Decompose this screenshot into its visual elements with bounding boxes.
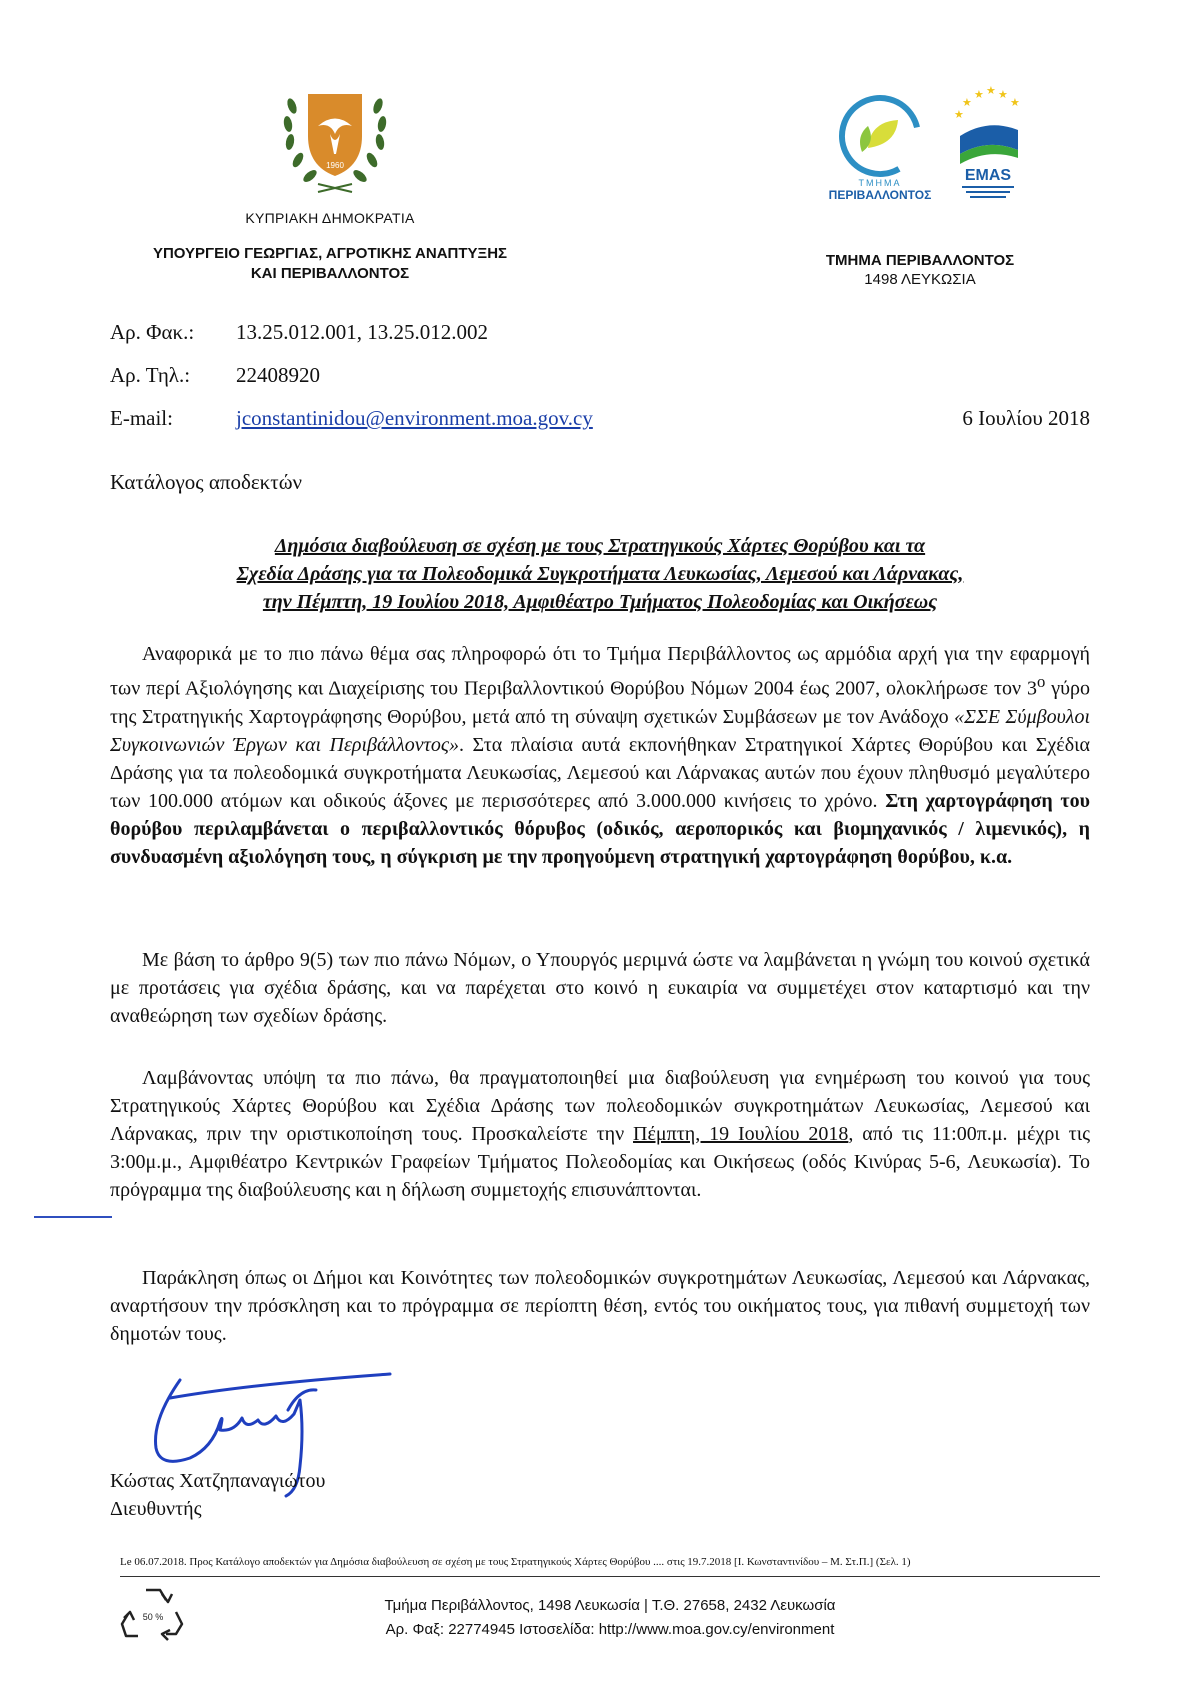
- emas-logo: [948, 84, 1028, 208]
- subject-line-1: Δημόσια διαβούλευση σε σχέση με τους Στρατηγικούς Χάρτες Θορύβου και τα: [274, 535, 926, 557]
- department-city: 1498 ΛΕΥΚΩΣΙΑ: [864, 271, 976, 288]
- svg-text:★: ★: [974, 89, 984, 101]
- footer-address-line: Τμήμα Περιβάλλοντος, 1498 Λευκωσία | Τ.Θ. 27658, 2432 Λευκωσία: [384, 1597, 836, 1614]
- coat-of-arms-emblem: [270, 76, 400, 196]
- subject-line-3: την Πέμπτη, 19 Ιουλίου 2018, Αμφιθέατρο Τμήματος Πολεοδομίας και Οικήσεως: [262, 591, 938, 613]
- contractor-name: «ΣΣΕ Σύμβουλοι Συγκοινωνιών Έργων και Περιβάλλοντος»: [110, 705, 1090, 756]
- phone-value: 22408920: [236, 363, 320, 387]
- footer-contact: [330, 1594, 890, 1642]
- coat-year-text: 1960: [326, 161, 344, 170]
- file-number-label: Αρ. Φακ.:: [110, 320, 195, 344]
- recycle-icon: [118, 1580, 188, 1650]
- signer-title: Διευθυντής: [110, 1498, 202, 1520]
- phone-row: [110, 363, 320, 388]
- letter-date: 6 Ιουλίου 2018: [962, 406, 1090, 430]
- env-logo-big-text: ΠΕΡΙΒΑΛΛΟΝΤΟΣ: [828, 188, 932, 202]
- paragraph-1: [110, 640, 1090, 871]
- svg-text:★: ★: [998, 89, 1008, 101]
- ministry-line-1: ΥΠΟΥΡΓΕΙΟ ΓΕΩΡΓΙΑΣ, ΑΓΡΟΤΙΚΗΣ ΑΝΑΠΤΥΞΗΣ: [152, 245, 508, 262]
- file-number-value: 13.25.012.001, 13.25.012.002: [236, 320, 488, 344]
- recipients-line: Κατάλογος αποδεκτών: [110, 470, 303, 494]
- email-row: [110, 406, 593, 431]
- file-number-row: [110, 320, 488, 345]
- header-right-block: [760, 252, 1080, 288]
- footer-fax-web-line: Αρ. Φαξ: 22774945 Ιστοσελίδα: http://www.moa.gov.cy/environment: [385, 1621, 835, 1638]
- emas-label-text: EMAS: [964, 167, 1012, 184]
- country-name: ΚΥΠΡΙΑΚΗ ΔΗΜΟΚΡΑΤΙΑ: [245, 210, 415, 226]
- environment-department-logo: [820, 86, 940, 206]
- ministry-line-2: ΚΑΙ ΠΕΡΙΒΑΛΛΟΝΤΟΣ: [250, 265, 410, 282]
- svg-text:★: ★: [954, 109, 964, 121]
- footer-divider: [120, 1576, 1100, 1577]
- env-logo-small-text: ΤΜΗΜΑ: [858, 178, 902, 188]
- paragraph-1-text-b: γύρο της Στρατηγικής Χαρτογράφησης Θορύβου, μετά από τη σύναψη σχετικών Συμβάσεων με τον Ανάδοχο: [110, 677, 1090, 728]
- signer-block: [110, 1467, 325, 1523]
- margin-pen-mark: [34, 1216, 112, 1218]
- svg-text:★: ★: [1010, 97, 1020, 109]
- ministry-name: [110, 244, 550, 284]
- paragraph-3-text-b: , από τις 11:00π.μ. μέχρι τις 3:00μ.μ., Αμφιθέατρο Κεντρικών Γραφείων Τμήματος Πολεοδομίας και Οικήσεως (οδός Κινύρας 5-6, Λευκωσία). Το πρόγραμμα της διαβούλευσης και η δήλωση συμμετοχής επισυνάπτονται.: [110, 1123, 1091, 1201]
- paragraph-3-text-a: Λαμβάνοντας υπόψη τα πιο πάνω, θα πραγματοποιηθεί μια διαβούλευση για ενημέρωση του κοινού για τους Στρατηγικούς Χάρτες Θορύβου και Σχέδια Δράσης των πολεοδομικών συγκροτημάτων Λευκωσίας, Λεμεσού και Λάρνακας, πριν την οριστικοποίηση τους. Προσκαλείστε την: [110, 1067, 1090, 1145]
- svg-text:★: ★: [962, 97, 972, 109]
- subject-heading: [130, 532, 1070, 616]
- ordinal-superscript: ο: [1037, 672, 1046, 691]
- footer-reference-note: Le 06.07.2018. Προς Κατάλογο αποδεκτών για Δημόσια διαβούλευση σε σχέση με τους Στρατηγικούς Χάρτες Θορύβου .... στις 19.7.2018 [Ι. Κωνσταντινίδου – Μ. Στ.Π.] (Σελ. 1): [120, 1556, 911, 1568]
- email-label: E-mail:: [110, 406, 173, 430]
- paragraph-1-text-a: Αναφορικά με το πιο πάνω θέμα σας πληροφορώ ότι το Τμήμα Περιβάλλοντος ως αρμόδια αρχή για την εφαρμογή των περί Αξιολόγησης και Διαχείρισης του Περιβαλλοντικού Θορύβου Νόμων 2004 έως 2007, ολοκλήρωσε τον 3: [110, 643, 1090, 700]
- header-left-block: [110, 210, 550, 284]
- phone-label: Αρ. Τηλ.:: [110, 363, 191, 387]
- paragraph-3: [110, 1064, 1090, 1204]
- email-link[interactable]: jconstantinidou@environment.moa.gov.cy: [236, 406, 593, 430]
- svg-text:★: ★: [986, 85, 996, 97]
- paragraph-1-bold-text: Στη χαρτογράφηση του θορύβου περιλαμβάνεται ο περιβαλλοντικός θόρυβος (οδικός, αεροπορικός και βιομηχανικός / λιμενικός), η συνδυασμένη αξιολόγηση τους, η σύγκριση με την προηγούμενη στρατηγική χαρτογράφηση θορύβου, κ.α.: [110, 789, 1090, 868]
- subject-line-2: Σχεδία Δράσης για τα Πολεοδομικά Συγκροτήματα Λευκωσίας, Λεμεσού και Λάρνακας,: [236, 563, 964, 585]
- recycle-percent-text: 50 %: [142, 1612, 164, 1622]
- paragraph-1-text-c: . Στα πλαίσια αυτά εκπονήθηκαν Στρατηγικοί Χάρτες Θορύβου και Σχέδια Δράσης για τα πολεοδομικά συγκροτήματα Λευκωσίας, Λεμεσού και Λάρνακας αυτών που έχουν πληθυσμό μεγαλύτερο των 100.000 ατόμων και οδικούς άξονες με περισσότερες από 3.000.000 κινήσεις το χρόνο.: [110, 733, 1090, 812]
- department-name: ΤΜΗΜΑ ΠΕΡΙΒΑΛΛΟΝΤΟΣ: [825, 252, 1015, 269]
- signer-name: Κώστας Χατζηπαναγιώτου: [110, 1470, 326, 1492]
- paragraph-4: Παράκληση όπως οι Δήμοι και Κοινότητες των πολεοδομικών συγκροτημάτων Λευκωσίας, Λεμεσού και Λάρνακας, αναρτήσουν την πρόσκληση και το πρόγραμμα σε περίοπτη θέση, εντός του οικήματος τους, για πιθανή συμμετοχή των δημοτών τους.: [110, 1267, 1090, 1345]
- paragraph-2: Με βάση το άρθρο 9(5) των πιο πάνω Νόμων, ο Υπουργός μεριμνά ώστε να λαμβάνεται η γνώμη του κοινού σχετικά με προτάσεις για σχέδια δράσης, και να παρέχεται στο κοινό η ευκαιρία να συμμετέχει στον καταρτισμό και την αναθεώρηση των σχεδίων δράσης.: [110, 949, 1090, 1027]
- event-date-underlined: Πέμπτη, 19 Ιουλίου 2018: [633, 1123, 849, 1145]
